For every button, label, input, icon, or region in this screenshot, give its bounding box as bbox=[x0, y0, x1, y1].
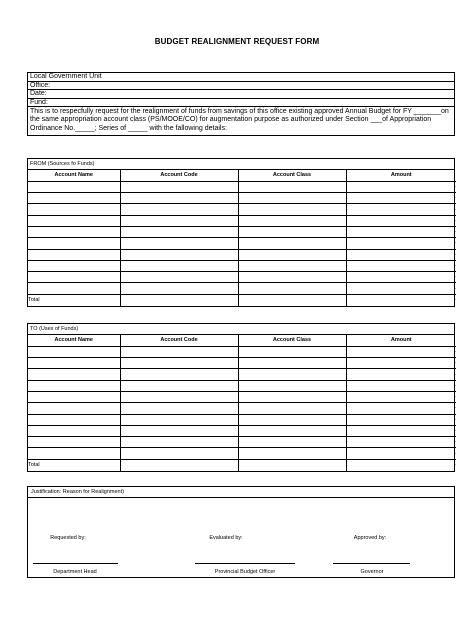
account-class-cell[interactable] bbox=[238, 193, 346, 204]
column-header: Account Name bbox=[28, 170, 120, 181]
account-name-cell[interactable] bbox=[28, 226, 120, 237]
approved-by-label: Approved by: bbox=[353, 535, 387, 541]
total-row bbox=[28, 459, 456, 470]
form-title: BUDGET REALIGNMENT REQUEST FORM bbox=[154, 37, 320, 46]
account-name-cell[interactable] bbox=[28, 391, 120, 402]
table-row bbox=[28, 437, 456, 448]
account-code-cell[interactable] bbox=[120, 346, 238, 357]
account-class-cell[interactable] bbox=[238, 391, 346, 402]
empty-cell bbox=[120, 459, 238, 470]
account-class-cell[interactable] bbox=[238, 425, 346, 436]
account-class-cell[interactable] bbox=[238, 369, 346, 380]
amount-cell[interactable]: - bbox=[346, 249, 456, 260]
account-name-cell[interactable] bbox=[28, 448, 120, 459]
account-code-cell[interactable] bbox=[120, 403, 238, 414]
from-table bbox=[28, 170, 456, 306]
fund-field: Fund: bbox=[28, 99, 454, 108]
account-code-cell[interactable] bbox=[120, 369, 238, 380]
table-row bbox=[28, 346, 456, 357]
account-code-cell[interactable] bbox=[120, 437, 238, 448]
account-class-cell[interactable] bbox=[238, 181, 346, 192]
amount-cell[interactable]: - bbox=[346, 346, 456, 357]
account-name-cell[interactable] bbox=[28, 193, 120, 204]
evaluated-signature-line[interactable] bbox=[195, 563, 295, 564]
total-row bbox=[28, 294, 456, 305]
column-header: Account Code bbox=[120, 170, 238, 181]
lgu-label: Local Government Unit bbox=[28, 73, 454, 82]
account-class-cell[interactable] bbox=[238, 238, 346, 249]
account-name-cell[interactable] bbox=[28, 272, 120, 283]
from-section bbox=[27, 158, 455, 307]
account-name-cell[interactable] bbox=[28, 346, 120, 357]
account-name-cell[interactable] bbox=[28, 414, 120, 425]
account-code-cell[interactable] bbox=[120, 283, 238, 294]
department-head-label: Department Head bbox=[53, 569, 97, 575]
empty-cell bbox=[238, 294, 346, 305]
account-class-cell[interactable] bbox=[238, 204, 346, 215]
account-name-cell[interactable] bbox=[28, 403, 120, 414]
amount-cell[interactable]: - bbox=[346, 226, 456, 237]
column-header: Account Code bbox=[120, 335, 238, 346]
amount-cell[interactable]: - bbox=[346, 425, 456, 436]
table-row bbox=[28, 249, 456, 260]
total-label: Total bbox=[28, 459, 120, 470]
request-statement: This is to respecfully request for the realignment of funds from savings of this office existing approved Annual Budget for FY _______on the same appropriation account class (PS/MOOE/CO) for augmentation purpose as authorized under Section ___of Appropriation Ordinance No._____; Series of _____ with the fallowing details: bbox=[30, 108, 449, 132]
table-row bbox=[28, 403, 456, 414]
amount-cell[interactable]: - bbox=[346, 272, 456, 283]
account-name-cell[interactable] bbox=[28, 204, 120, 215]
amount-cell[interactable]: - bbox=[346, 358, 456, 369]
account-code-cell[interactable] bbox=[120, 260, 238, 271]
table-row bbox=[28, 238, 456, 249]
account-class-cell[interactable] bbox=[238, 346, 346, 357]
from-section-label: FROM (Sources fo Funds) bbox=[28, 159, 454, 170]
account-class-cell[interactable] bbox=[238, 414, 346, 425]
account-name-cell[interactable] bbox=[28, 238, 120, 249]
header-info-box bbox=[27, 72, 455, 136]
account-class-cell[interactable] bbox=[238, 283, 346, 294]
account-code-cell[interactable] bbox=[120, 425, 238, 436]
budget-officer-label: Provincial Budget Officer bbox=[214, 569, 276, 575]
account-code-cell[interactable] bbox=[120, 380, 238, 391]
table-header-row bbox=[28, 335, 456, 346]
approved-signature-line[interactable] bbox=[333, 563, 410, 564]
account-code-cell[interactable] bbox=[120, 181, 238, 192]
amount-cell[interactable]: - bbox=[346, 193, 456, 204]
account-code-cell[interactable] bbox=[120, 204, 238, 215]
account-code-cell[interactable] bbox=[120, 448, 238, 459]
account-class-cell[interactable] bbox=[238, 260, 346, 271]
table-header-row bbox=[28, 170, 456, 181]
requested-signature-line[interactable] bbox=[33, 563, 118, 564]
account-code-cell[interactable] bbox=[120, 272, 238, 283]
amount-cell[interactable]: - bbox=[346, 369, 456, 380]
account-code-cell[interactable] bbox=[120, 358, 238, 369]
column-header: Account Class bbox=[238, 335, 346, 346]
column-header: Account Name bbox=[28, 335, 120, 346]
account-class-cell[interactable] bbox=[238, 215, 346, 226]
amount-cell[interactable]: - bbox=[346, 391, 456, 402]
account-name-cell[interactable] bbox=[28, 181, 120, 192]
table-row bbox=[28, 425, 456, 436]
account-class-cell[interactable] bbox=[238, 448, 346, 459]
amount-cell[interactable]: - bbox=[346, 260, 456, 271]
to-section-label: TO (Uses of Funds) bbox=[28, 324, 454, 335]
date-field: Date: bbox=[28, 90, 454, 99]
account-class-cell[interactable] bbox=[238, 358, 346, 369]
justification-field[interactable] bbox=[28, 498, 454, 522]
table-row bbox=[28, 272, 456, 283]
account-name-cell[interactable] bbox=[28, 380, 120, 391]
table-row bbox=[28, 358, 456, 369]
table-row bbox=[28, 181, 456, 192]
total-amount: - bbox=[346, 294, 456, 305]
account-class-cell[interactable] bbox=[238, 437, 346, 448]
table-row bbox=[28, 204, 456, 215]
account-code-cell[interactable] bbox=[120, 215, 238, 226]
total-label: Total bbox=[28, 294, 120, 305]
account-name-cell[interactable] bbox=[28, 369, 120, 380]
amount-cell[interactable]: - bbox=[346, 437, 456, 448]
account-class-cell[interactable] bbox=[238, 226, 346, 237]
governor-label: Governor bbox=[360, 569, 384, 575]
amount-cell[interactable]: - bbox=[346, 181, 456, 192]
amount-cell[interactable]: - bbox=[346, 238, 456, 249]
table-row bbox=[28, 283, 456, 294]
account-name-cell[interactable] bbox=[28, 437, 120, 448]
column-header: Account Class bbox=[238, 170, 346, 181]
office-field: Office: bbox=[28, 82, 454, 91]
to-section bbox=[27, 323, 455, 472]
account-class-cell[interactable] bbox=[238, 403, 346, 414]
account-code-cell[interactable] bbox=[120, 414, 238, 425]
evaluated-by-label: Evaluated by: bbox=[209, 535, 243, 541]
account-class-cell[interactable] bbox=[238, 380, 346, 391]
account-class-cell[interactable] bbox=[238, 272, 346, 283]
requested-by-label: Requested by: bbox=[50, 535, 86, 541]
amount-cell[interactable]: - bbox=[346, 403, 456, 414]
justification-signature-box bbox=[27, 486, 455, 578]
account-name-cell[interactable] bbox=[28, 249, 120, 260]
amount-cell[interactable]: - bbox=[346, 215, 456, 226]
table-row bbox=[28, 380, 456, 391]
account-code-cell[interactable] bbox=[120, 226, 238, 237]
account-code-cell[interactable] bbox=[120, 238, 238, 249]
table-row bbox=[28, 414, 456, 425]
column-header: Amount bbox=[346, 335, 456, 346]
amount-cell[interactable]: - bbox=[346, 283, 456, 294]
account-name-cell[interactable] bbox=[28, 358, 120, 369]
total-amount: - bbox=[346, 459, 456, 470]
justification-label: Justification: Reason for Realignment) bbox=[28, 487, 454, 498]
table-row bbox=[28, 260, 456, 271]
to-table bbox=[28, 335, 456, 471]
account-code-cell[interactable] bbox=[120, 193, 238, 204]
account-code-cell[interactable] bbox=[120, 391, 238, 402]
account-name-cell[interactable] bbox=[28, 283, 120, 294]
amount-cell[interactable]: - bbox=[346, 380, 456, 391]
account-name-cell[interactable] bbox=[28, 215, 120, 226]
empty-cell bbox=[238, 459, 346, 470]
account-name-cell[interactable] bbox=[28, 260, 120, 271]
table-row bbox=[28, 193, 456, 204]
table-row bbox=[28, 448, 456, 459]
account-code-cell[interactable] bbox=[120, 249, 238, 260]
amount-cell[interactable]: - bbox=[346, 204, 456, 215]
empty-cell bbox=[120, 294, 238, 305]
table-row bbox=[28, 226, 456, 237]
table-row bbox=[28, 391, 456, 402]
table-row bbox=[28, 369, 456, 380]
table-row bbox=[28, 215, 456, 226]
column-header: Amount bbox=[346, 170, 456, 181]
amount-cell[interactable]: - bbox=[346, 414, 456, 425]
amount-cell[interactable]: - bbox=[346, 448, 456, 459]
account-name-cell[interactable] bbox=[28, 425, 120, 436]
account-class-cell[interactable] bbox=[238, 249, 346, 260]
